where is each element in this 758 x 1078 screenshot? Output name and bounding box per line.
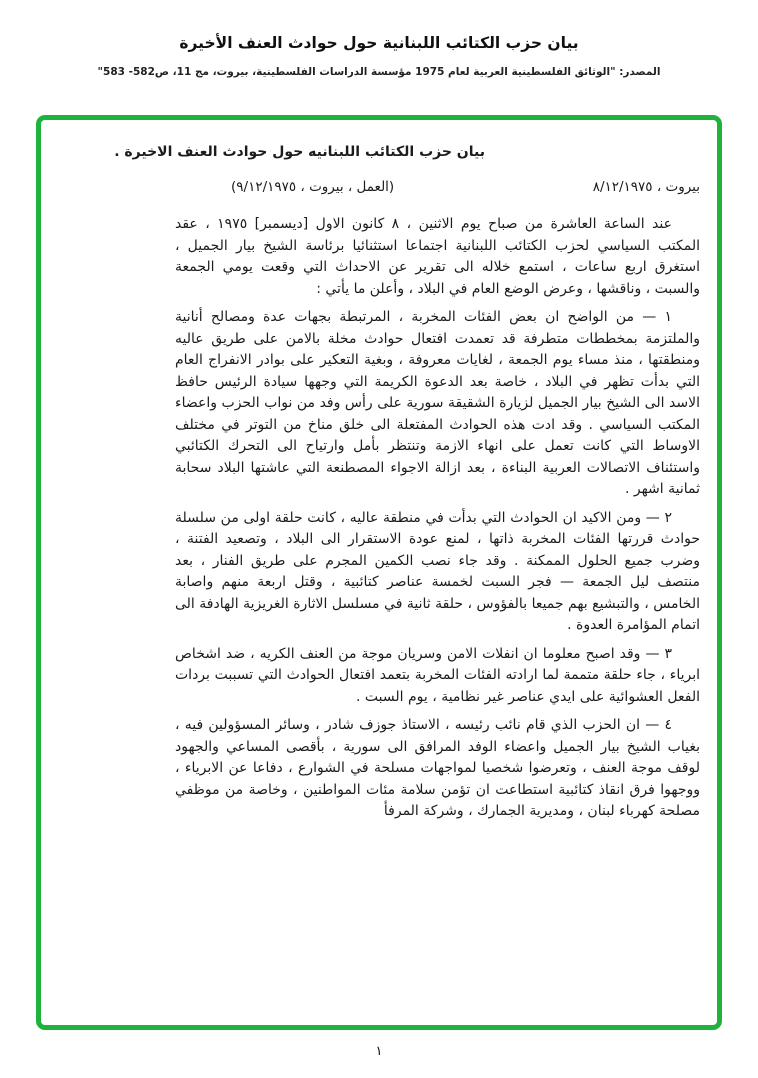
paragraph-point-4: ٤ — ان الحزب الذي قام نائب رئيسه ، الاستاذ جوزف شادر ، وسائر المسؤولين فيه ، بغياب الشيخ بيار الجميل واعضاء الوفد المرافق الى سورية ، بأقصى المساعي والجهود لوقف موجة العنف ، وتعرضوا شخصيا لمواجهات مسلحة في الشوارع ، دفاعا عن الابرياء ، ووجهوا فرق انقاذ كتائبية استطاعت ان تؤمن سلامة مئات المواطنين ، وخاصة من موظفي مصلحة كهرباء لبنان ، ومديرية الجمارك ، وشركة المرفأ xyxy=(175,717,700,819)
paragraph-point-1: ١ — من الواضح ان بعض الفئات المخربة ، المرتبطة بجهات عدة ومصالح أنانية والملتزمة بمخططات متطرفة قد تعمدت افتعال حوادث مخلة بالامن على طريق عاليه ومنطقتها ، منذ مساء يوم الجمعة ، لغايات معروفة ، وبغية التعكير على بوادر الانفراج العام التي بدأت تظهر في البلاد ، خاصة بعد الدعوة الكريمة التي وجهها سيادة الرئيس حافظ الاسد الى الشيخ بيار الجميل لزيارة الشقيقة سورية على رأس وفد من نواب الحزب واعضاء المكتب السياسي . وقد ادت هذه الحوادث المفتعلة الى خلق مناخ من التوتر في مختلف الاوساط التي كانت تعمل على انهاء الازمة وتنتظر بأمل وارتياح الى التحرك الكتائبي واستئناف الاتصالات العربية البناءة ، بعد ازالة الاجواء المصطنعة التي عاشتها البلاد سحابة ثمانية اشهر . xyxy=(175,309,700,497)
dateline-source: (العمل ، بيروت ، ٩/١٢/١٩٧٥) xyxy=(231,178,395,195)
document-title: بيان حزب الكتائب اللبنانيه حول حوادث العنف الاخيرة . xyxy=(114,144,485,160)
dateline xyxy=(175,177,700,199)
paragraph-intro: عند الساعة العاشرة من صباح يوم الاثنين ، ٨ كانون الاول [ديسمبر] ١٩٧٥ ، عقد المكتب السياسي لحزب الكتائب اللبنانية اجتماعا استثنائيا برئاسة الشيخ بيار الجميل ، استغرق اربع ساعات ، استمع خلاله الى تقرير عن الاحداث التي وقعت يومي الجمعة والسبت ، وناقشها ، وعرض الوضع العام في البلاد ، وأعلن ما يأتي : xyxy=(175,216,700,297)
paragraph-point-3: ٣ — وقد اصبح معلوما ان انفلات الامن وسريان موجة من العنف الكريه ، ضد اشخاص ابرياء ، جاء حلقة متممة لما ارادته الفئات المخربة بتعمد افتعال الحوادث التي تسببت بردات الفعل العشوائية على ايدي عناصر غير نظامية ، يوم السبت . xyxy=(175,645,700,705)
scan-content xyxy=(114,142,700,830)
paragraph-point-2: ٢ — ومن الاكيد ان الحوادث التي بدأت في منطقة عاليه ، كانت حلقة اولى من سلسلة حوادث قررتها الفئات المخربة ذاتها ، لمنع عودة الاستقرار الى البلاد ، وتصعيد الفتنة ، وضرب جميع الحلول الممكنة . وقد جاء نصب الكمين المجرم على طريق الفنار ، بعد منتصف ليل الجمعة — فجر السبت لخمسة عناصر كتائبية ، وقتل اربعة منهم واصابة الخامس ، والتبشيع بهم جميعا بالفؤوس ، حلقة ثانية في مسلسل الاثارة الغريزية الهادفة الى اتمام المؤامرة العدوة . xyxy=(175,509,700,633)
page-number: ١ xyxy=(375,1044,383,1059)
dateline-place: بيروت ، ٨/١٢/١٩٧٥ xyxy=(592,178,700,195)
document-scan-frame xyxy=(36,115,722,1030)
header-title: بيان حزب الكتائب اللبنانية حول حوادث العنف الأخيرة xyxy=(179,34,579,52)
page-header xyxy=(0,34,758,78)
source-line: المصدر: "الوثائق الفلسطينية العربية لعام 1975 مؤسسة الدراسات الفلسطينية، بيروت، مج 11، ص582- 583" xyxy=(97,66,661,78)
